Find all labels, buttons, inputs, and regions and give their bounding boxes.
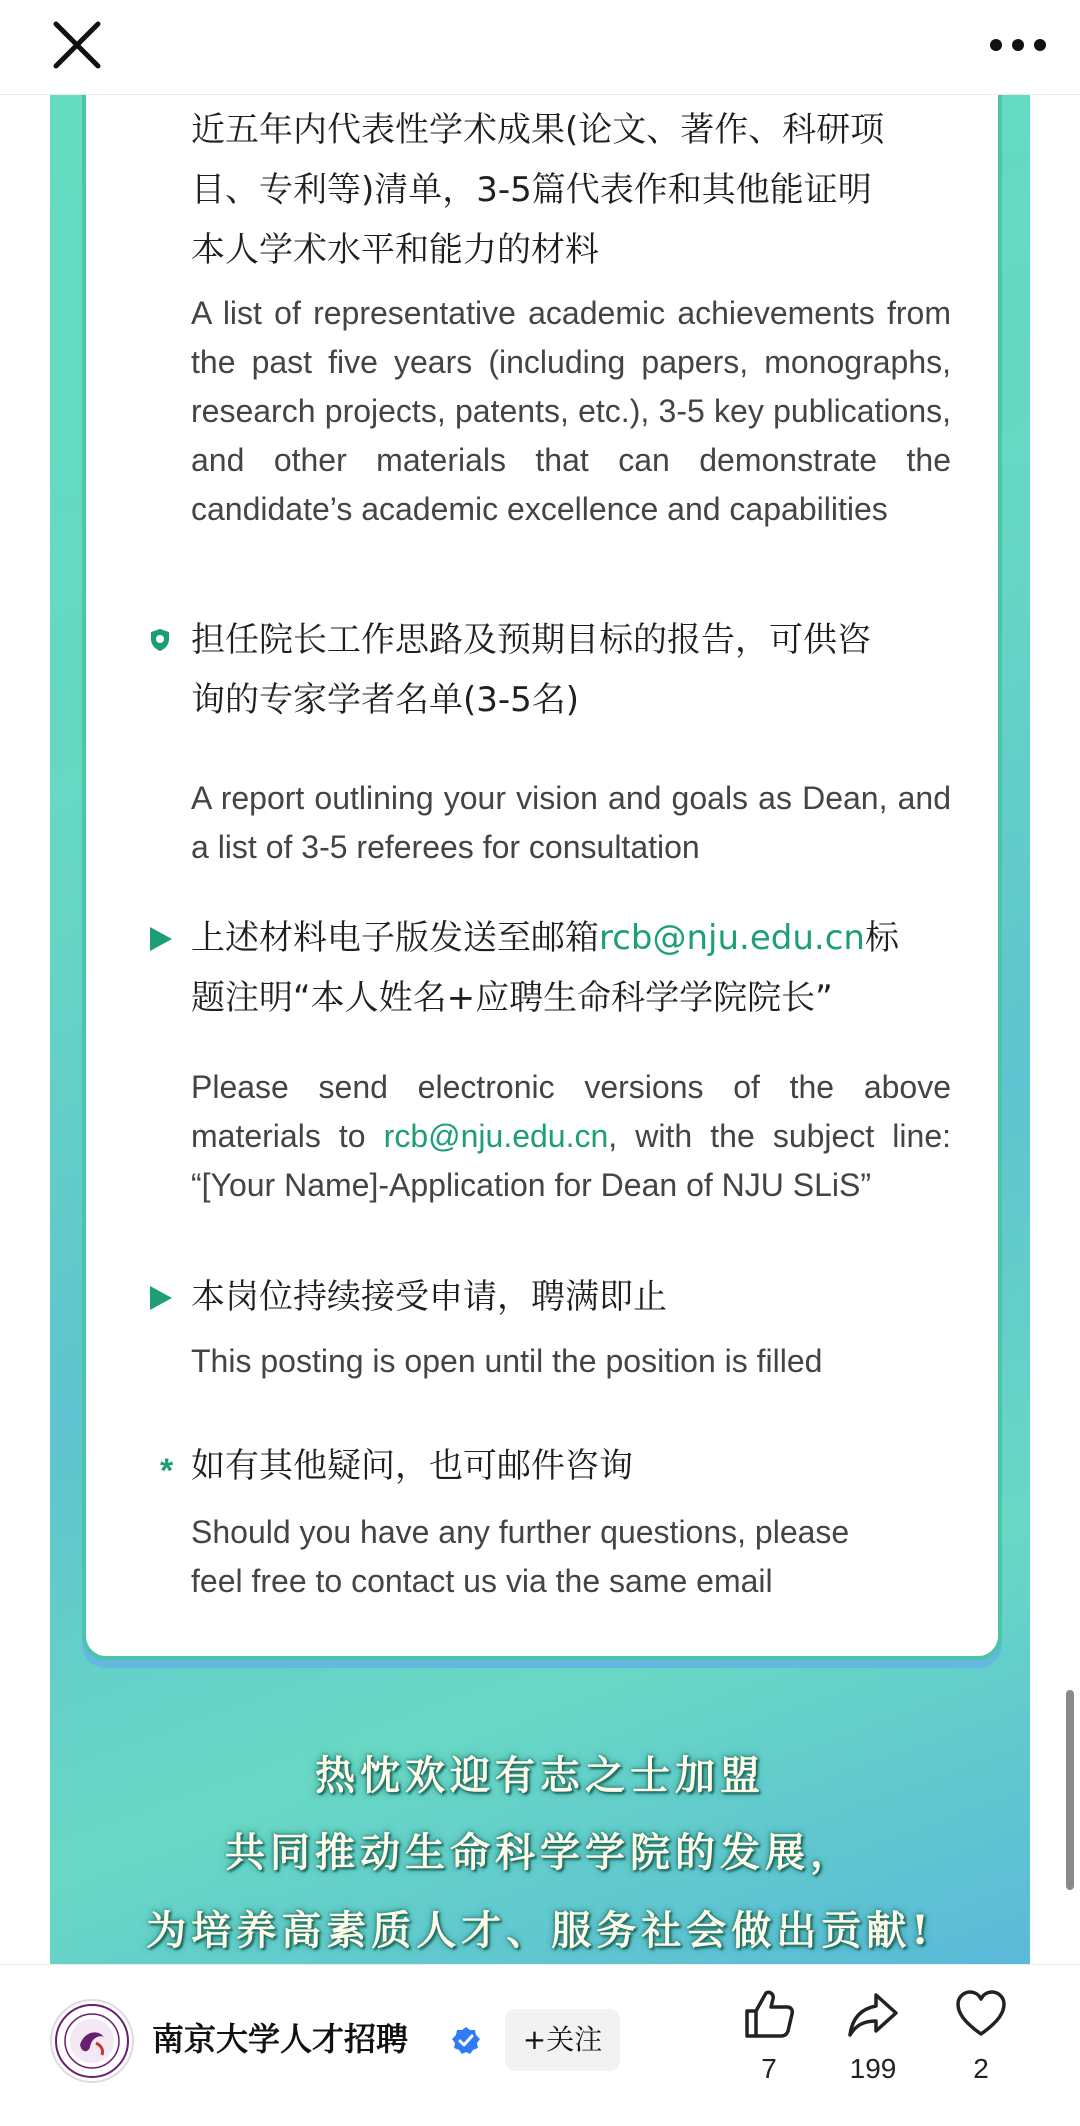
avatar[interactable] — [50, 1999, 134, 2083]
follow-button[interactable]: +关注 — [505, 2009, 620, 2071]
favorite-button[interactable] — [936, 1987, 1026, 2089]
item-3-en — [191, 1063, 951, 1210]
item-1-zh-line: 本人学术水平和能力的材料 — [191, 230, 599, 270]
thumbs-up-icon — [742, 1987, 796, 2041]
item-3-zh-line — [191, 908, 951, 968]
scrollbar-thumb[interactable] — [1066, 1690, 1074, 1890]
item-4-zh: 本岗位持续接受申请，聘满即止 — [191, 1277, 667, 1317]
slogan-line: 热忱欢迎有志之士加盟 — [315, 1752, 765, 1799]
email-link[interactable]: rcb@nju.edu.cn — [599, 918, 865, 958]
recruitment-poster — [50, 94, 1030, 1964]
item-5-en — [191, 1508, 951, 1606]
like-count: 7 — [761, 2053, 777, 2084]
university-logo-icon — [52, 2001, 132, 2081]
account-name[interactable]: 南京大学人才招聘 — [152, 2020, 409, 2058]
item-2-zh-line: 担任院长工作思路及预期目标的报告，可供咨 — [191, 620, 871, 660]
favorite-count: 2 — [973, 2053, 989, 2084]
item-2-zh — [191, 610, 951, 730]
email-link[interactable]: rcb@nju.edu.cn — [383, 1118, 609, 1154]
triangle-bullet-icon — [148, 925, 174, 953]
like-button[interactable] — [724, 1987, 814, 2089]
item-1-zh — [191, 100, 951, 280]
item-3-en-text: , with the subject line: “[Your Name]-Application for Dean of NJU SLiS” — [191, 1118, 951, 1203]
verified-badge-icon — [450, 2025, 482, 2057]
item-2-zh-line: 询的专家学者名单(3-5名) — [191, 680, 580, 720]
item-1-en: A list of representative academic achievements from the past five years (including papers, monographs, research projects, patents, etc.), 3-5 key publications, and other materials that can demonstrate the candidate’s academic excellence and capabilities — [191, 295, 951, 527]
close-icon — [44, 12, 110, 78]
triangle-bullet-icon — [148, 1284, 174, 1312]
item-2-en: A report outlining your vision and goals as Dean, and a list of 3-5 referees for consultation — [191, 780, 951, 865]
shield-icon — [150, 628, 170, 652]
item-3-zh — [191, 908, 951, 1028]
requirements-card — [82, 94, 1002, 1660]
item-4-en: This posting is open until the position is filled — [191, 1343, 823, 1379]
item-3-en-text: Please send electronic versions of the above materials to — [191, 1069, 951, 1154]
more-options-button[interactable] — [982, 18, 1054, 72]
share-button[interactable] — [828, 1987, 918, 2089]
item-1-zh-line: 近五年内代表性学术成果(论文、著作、科研项 — [191, 110, 885, 150]
asterisk-icon: * — [160, 1452, 174, 1490]
item-3-zh-line: 题注明“本人姓名+应聘生命科学学院院长” — [191, 978, 833, 1018]
item-3-zh-text: 标 — [864, 918, 899, 958]
item-5-en-line: feel free to contact us via the same email — [191, 1563, 773, 1599]
heart-icon — [954, 1987, 1008, 2041]
slogan-line: 共同推动生命科学学院的发展， — [225, 1829, 855, 1876]
slogan-line: 为培养高素质人才、服务社会做出贡献! — [146, 1907, 934, 1954]
more-icon — [982, 18, 1054, 72]
item-5-zh: 如有其他疑问，也可邮件咨询 — [191, 1446, 633, 1486]
close-button[interactable] — [44, 12, 110, 78]
item-3-zh-text: 上述材料电子版发送至邮箱 — [191, 918, 599, 958]
share-count: 199 — [849, 2053, 897, 2084]
bottom-bar — [0, 1964, 1080, 2126]
item-5-en-line: Should you have any further questions, please — [191, 1514, 850, 1550]
share-arrow-icon — [846, 1987, 900, 2041]
top-bar — [0, 0, 1080, 95]
item-1-zh-line: 目、专利等)清单，3-5篇代表作和其他能证明 — [191, 170, 872, 210]
